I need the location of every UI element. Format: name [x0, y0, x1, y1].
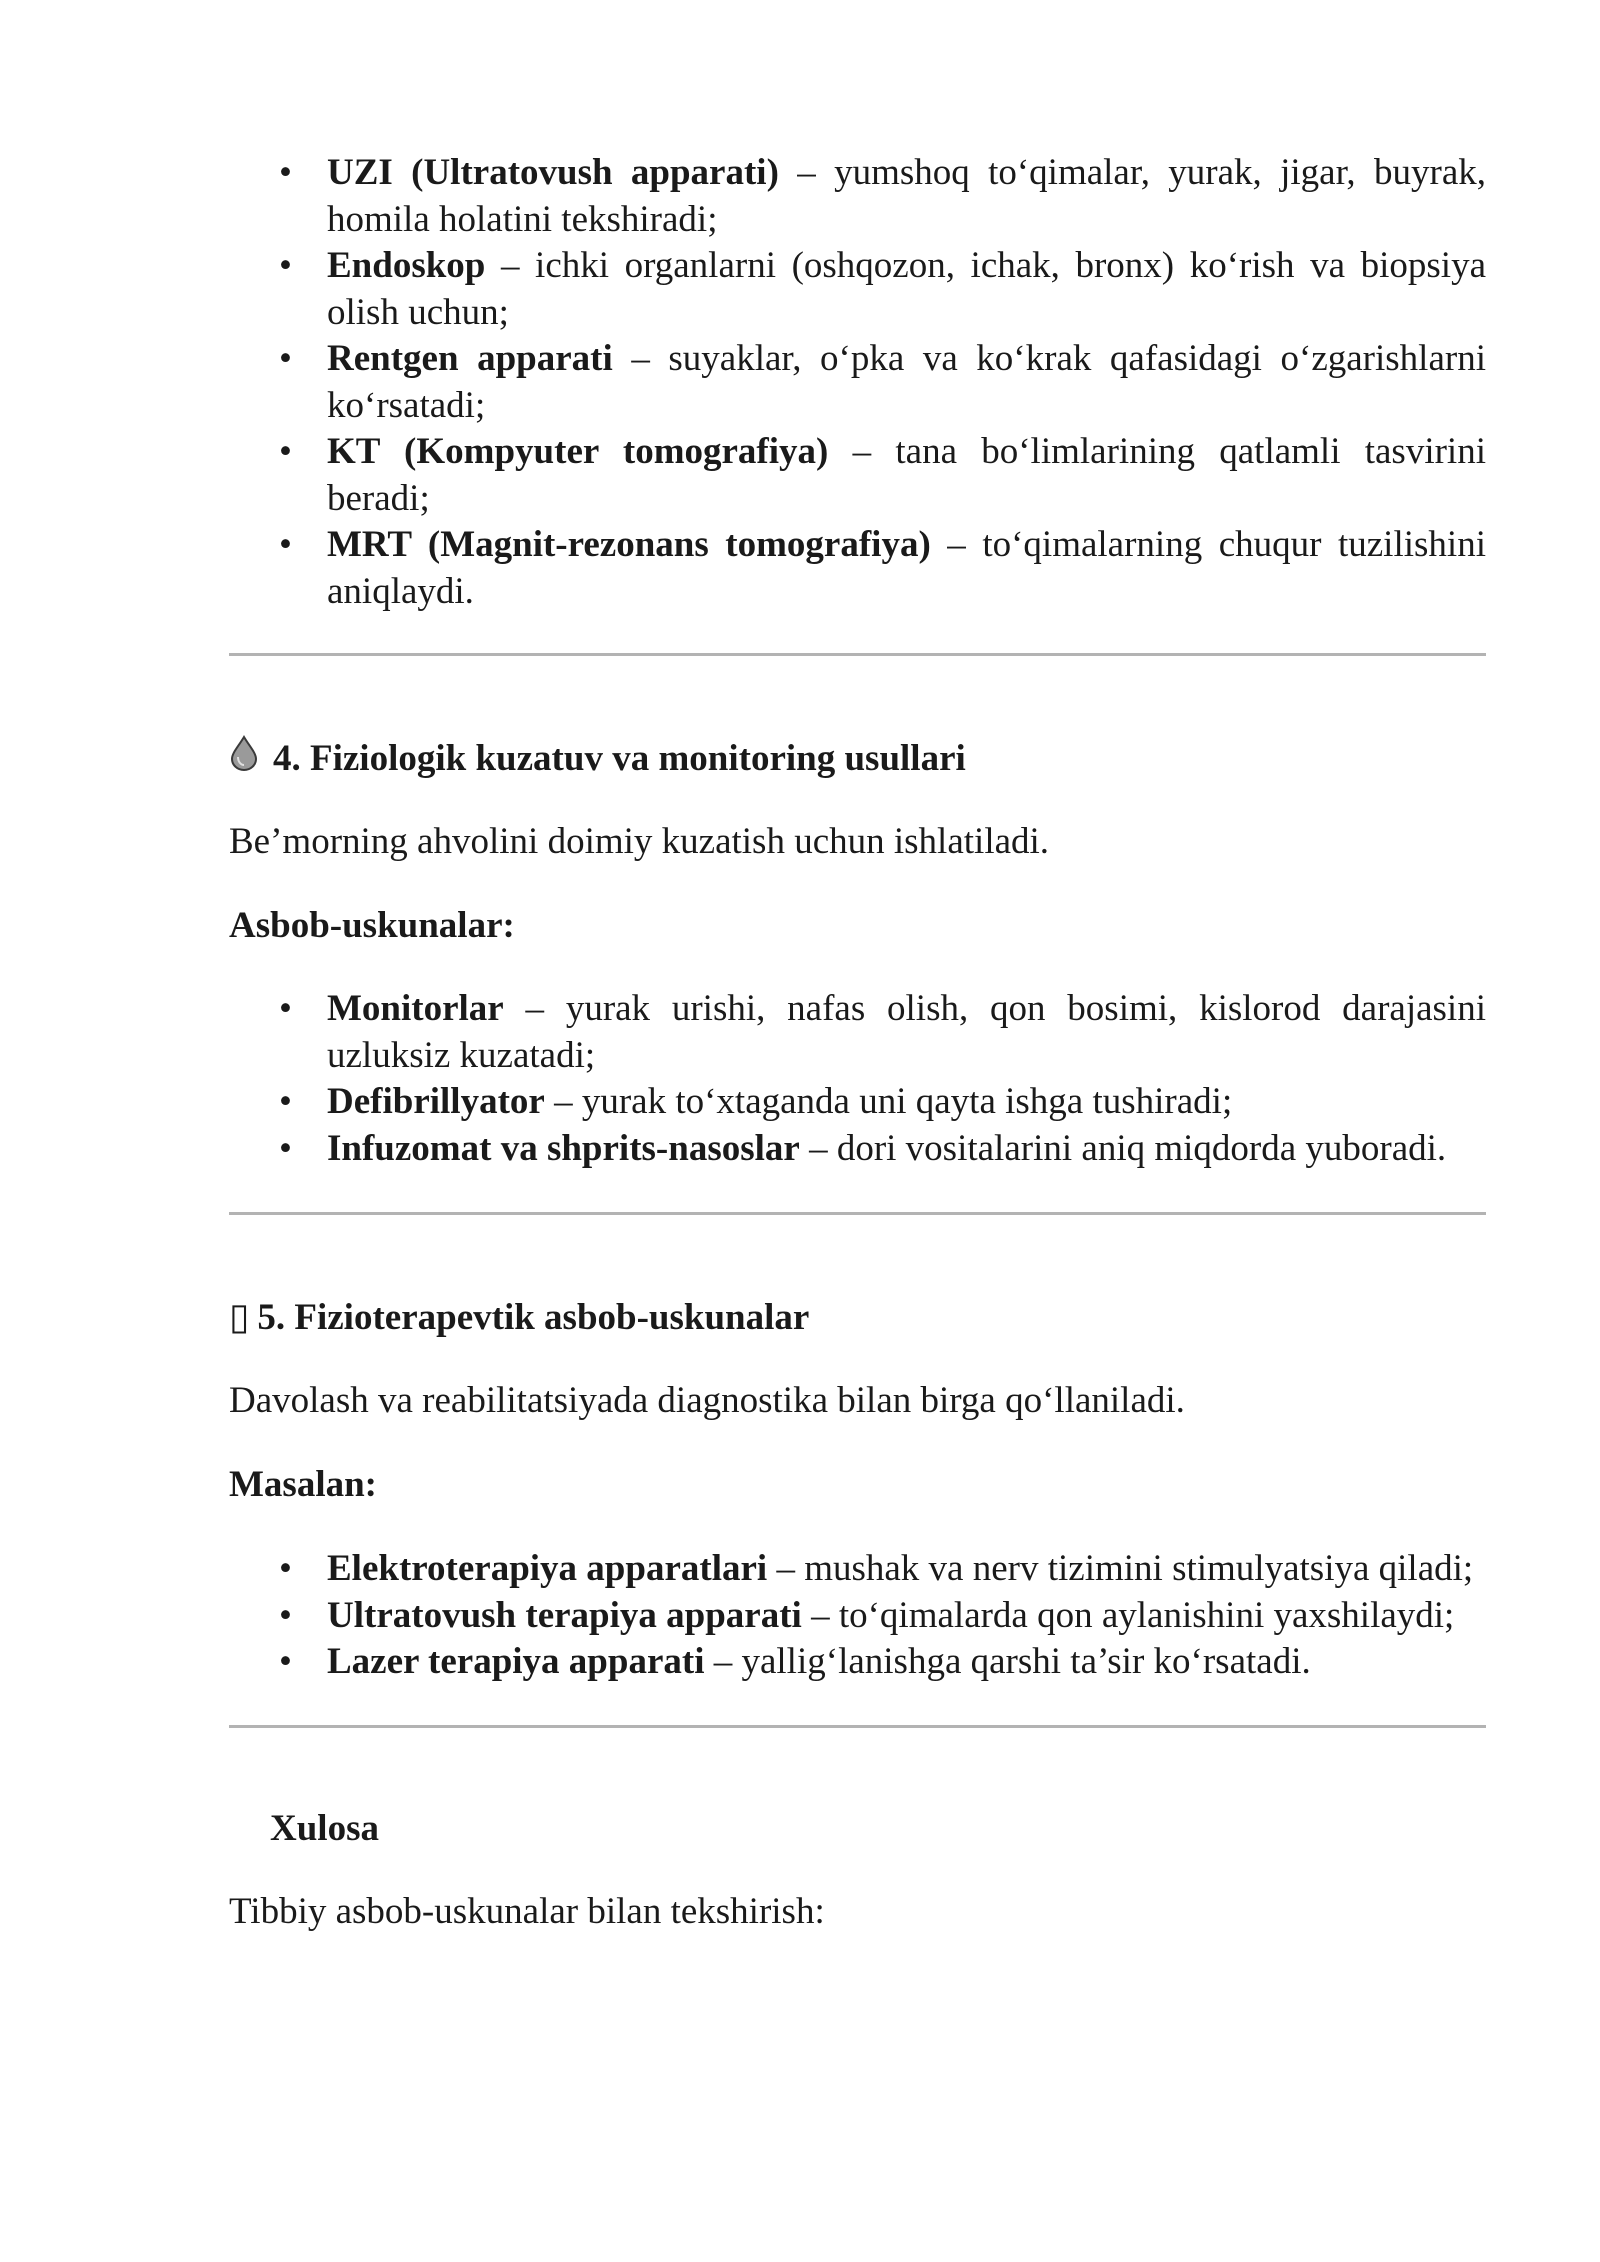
item-term: MRT (Magnit-rezonans tomografiya) — [327, 524, 931, 565]
section-5-intro: Davolash va reabilitatsiyada diagnostika bilan birga qo‘llaniladi. — [229, 1380, 1185, 1421]
item-term: Elektroterapiya apparatlari — [327, 1548, 768, 1589]
monitoring-devices-list — [229, 986, 1486, 1172]
list-item — [229, 1639, 1486, 1686]
section-4-intro: Be’morning ahvolini doimiy kuzatish uchun ishlatiladi. — [229, 821, 1050, 862]
conclusion-title: Xulosa — [270, 1807, 379, 1849]
bullet-icon: • — [279, 1081, 292, 1122]
list-item — [229, 1593, 1486, 1640]
list-item — [229, 1546, 1486, 1593]
list-item — [229, 1126, 1486, 1173]
section-divider — [229, 1212, 1486, 1215]
list-item — [229, 243, 1486, 336]
item-term: KT (Kompyuter tomografiya) — [327, 431, 829, 472]
item-desc: – yurak urishi, nafas olish, qon bosimi, kislorod darajasini uzluksiz kuzatadi; — [327, 988, 1486, 1076]
list-item — [229, 1079, 1486, 1126]
item-desc: – yumshoq to‘qimalar, yurak, jigar, buyrak, homila holatini tekshiradi; — [327, 152, 1486, 240]
document-body — [229, 150, 1486, 1935]
item-desc: – mushak va nerv tizimini stimulyatsiya qiladi; — [767, 1548, 1474, 1589]
list-item — [229, 150, 1486, 243]
bullet-icon: • — [279, 245, 292, 286]
item-desc: – dori vositalarini aniq miqdorda yuboradi. — [799, 1127, 1447, 1169]
item-desc: – tana bo‘limlarining qatlamli tasvirini beradi; — [327, 431, 1486, 519]
item-desc: – yurak to‘xtaganda uni qayta ishga tushiradi; — [544, 1081, 1233, 1122]
drop-icon — [229, 735, 259, 783]
section-divider — [229, 653, 1486, 656]
bullet-icon: • — [279, 152, 292, 193]
section-divider — [229, 1725, 1486, 1728]
missing-glyph-icon: ▯ — [229, 1297, 250, 1338]
section-4-title: 4. Fiziologik kuzatuv va monitoring usullari — [273, 738, 966, 779]
conclusion-heading — [229, 1806, 1486, 1852]
item-term: Ultratovush terapiya apparati — [327, 1594, 802, 1636]
item-term: Infuzomat va shprits-nasoslar — [327, 1127, 800, 1169]
list-item — [229, 336, 1486, 429]
bullet-icon: • — [279, 1641, 292, 1682]
bullet-icon: • — [279, 1548, 292, 1589]
list-item — [229, 522, 1486, 615]
section-5-title: 5. Fizioterapevtik asbob-uskunalar — [257, 1297, 810, 1338]
conclusion-intro: Tibbiy asbob-uskunalar bilan tekshirish: — [229, 1890, 825, 1932]
list-item — [229, 429, 1486, 522]
list-item — [229, 986, 1486, 1079]
section-5-heading — [229, 1295, 1486, 1341]
bullet-icon: • — [279, 431, 292, 472]
bullet-icon: • — [279, 338, 292, 379]
item-term: Monitorlar — [327, 988, 504, 1029]
item-desc: – to‘qimalarning chuqur tuzilishini aniqlaydi. — [327, 524, 1486, 612]
section-5-subtitle: Masalan: — [229, 1464, 377, 1505]
physiotherapy-devices-list — [229, 1546, 1486, 1686]
bullet-icon: • — [279, 1594, 292, 1636]
item-desc: – to‘qimalarda qon aylanishini yaxshilaydi; — [801, 1594, 1455, 1636]
bullet-icon: • — [279, 524, 292, 565]
item-term: Endoskop — [327, 245, 486, 286]
item-desc: – ichki organlarni (oshqozon, ichak, bronx) ko‘rish va biopsiya olish uchun; — [327, 245, 1486, 333]
bullet-icon: • — [279, 1127, 292, 1169]
section-4-subtitle: Asbob-uskunalar: — [229, 905, 515, 946]
item-desc: – yallig‘lanishga qarshi ta’sir ko‘rsatadi. — [704, 1641, 1311, 1682]
item-term: UZI (Ultratovush apparati) — [327, 152, 779, 193]
item-term: Defibrillyator — [327, 1081, 545, 1122]
imaging-devices-list — [229, 150, 1486, 615]
item-term: Rentgen apparati — [327, 338, 613, 379]
item-desc: – suyaklar, o‘pka va ko‘krak qafasidagi o‘zgarishlarni ko‘rsatadi; — [327, 338, 1486, 426]
bullet-icon: • — [279, 988, 292, 1029]
section-4-heading — [229, 735, 1486, 783]
item-term: Lazer terapiya apparati — [327, 1641, 705, 1682]
